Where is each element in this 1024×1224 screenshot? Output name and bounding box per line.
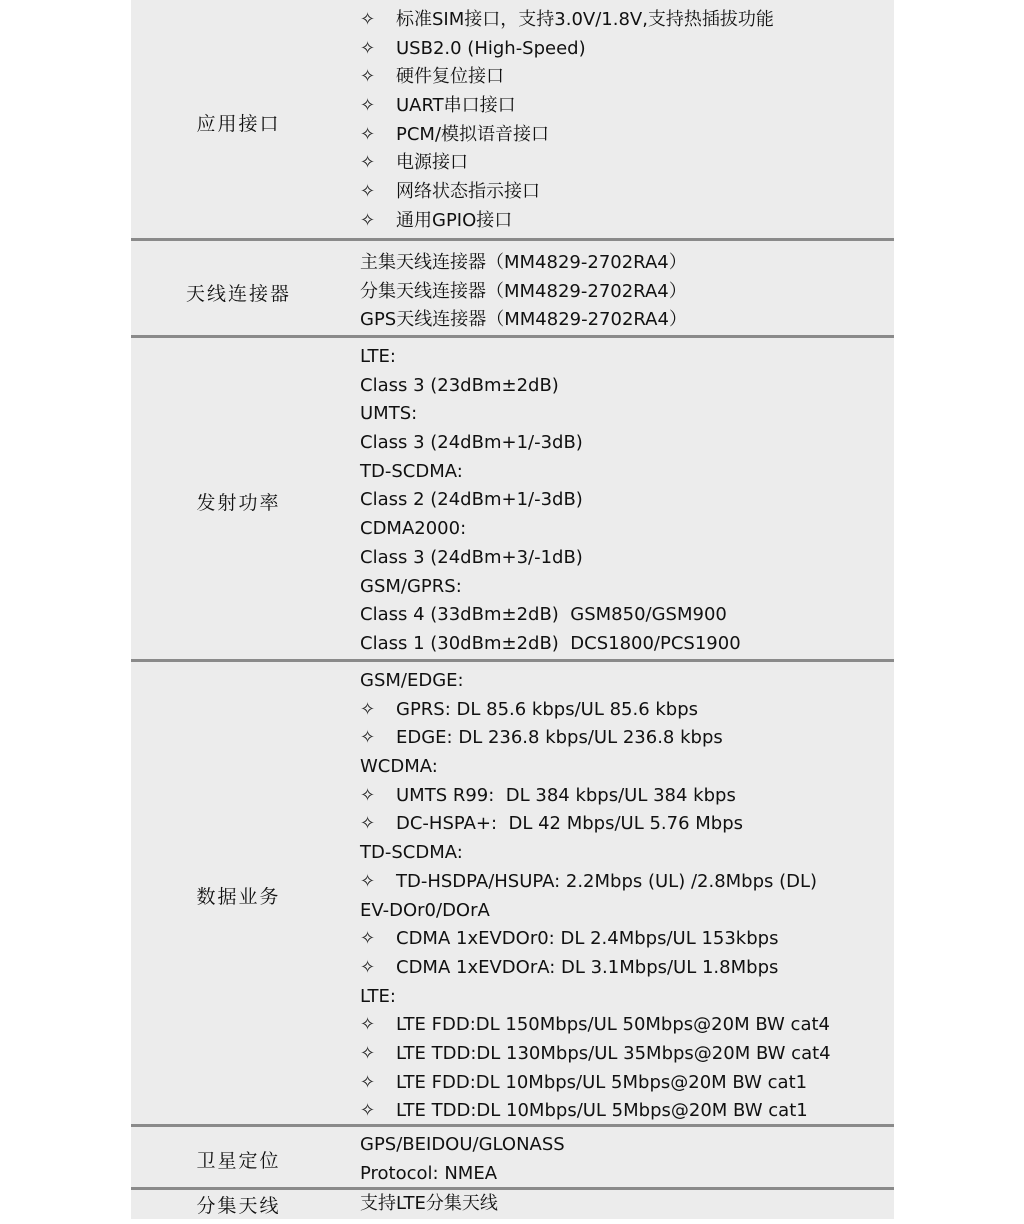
list-item-text: GPS天线连接器（MM4829-2702RA4）: [360, 309, 687, 331]
list-item: [360, 782, 894, 811]
list-item: [360, 486, 894, 515]
list-item-text: CDMA 1xEVDOr0: DL 2.4Mbps/UL 153kbps: [396, 928, 779, 950]
list-item: [360, 278, 894, 307]
spec-row-antenna-connector: [131, 238, 894, 335]
list-item-text: TD-HSDPA/HSUPA: 2.2Mbps (UL) /2.8Mbps (DL): [396, 870, 818, 892]
list-item-text: EDGE: DL 236.8 kbps/UL 236.8 kbps: [396, 727, 723, 749]
list-item-text: TD-SCDMA:: [360, 460, 463, 482]
list-item: [360, 1040, 894, 1069]
diamond-star-icon: ✧: [360, 813, 376, 835]
row-label: 分集天线: [196, 1195, 281, 1217]
list-item: [360, 868, 894, 897]
list-item: [360, 925, 894, 954]
list-item-text: USB2.0 (High-Speed): [396, 37, 586, 59]
diamond-star-icon: ✧: [360, 1071, 376, 1093]
list-item-text: 主集天线连接器（MM4829-2702RA4）: [360, 252, 687, 273]
list-item: [360, 178, 894, 207]
list-item-text: UMTS:: [360, 403, 418, 425]
diamond-star-icon: ✧: [360, 152, 376, 174]
list-item-text: LTE FDD:DL 10Mbps/UL 5Mbps@20M BW cat1: [396, 1071, 808, 1093]
diamond-star-icon: ✧: [360, 181, 376, 203]
list-item-text: Class 2 (24dBm+1/-3dB): [360, 489, 583, 511]
list-item: [360, 372, 894, 401]
row-label: 卫星定位: [196, 1149, 281, 1172]
list-item: [360, 1097, 894, 1126]
list-item-text: 网络状态指示接口: [396, 181, 540, 203]
list-item-text: GPRS: DL 85.6 kbps/UL 85.6 kbps: [396, 698, 699, 720]
spec-row-app-interface: [131, 0, 894, 238]
list-item-text: UART串口接口: [396, 95, 516, 117]
list-item: [360, 753, 894, 782]
list-item: [360, 207, 894, 236]
list-item: [360, 839, 894, 868]
list-item-text: CDMA2000:: [360, 518, 467, 540]
list-item: [360, 1011, 894, 1040]
list-item: [360, 458, 894, 487]
list-item: [360, 149, 894, 178]
list-item: [360, 601, 894, 630]
diamond-star-icon: ✧: [360, 1014, 376, 1036]
list-item-text: GSM/EDGE:: [360, 670, 464, 691]
diamond-star-icon: ✧: [360, 9, 376, 30]
list-item-text: UMTS R99: DL 384 kbps/UL 384 kbps: [396, 784, 736, 806]
list-item-text: Class 3 (23dBm±2dB): [360, 374, 559, 396]
diamond-star-icon: ✧: [360, 1100, 376, 1122]
row-content: [346, 343, 894, 659]
list-item-text: DC-HSPA+: DL 42 Mbps/UL 5.76 Mbps: [396, 813, 744, 835]
list-item-text: Class 3 (24dBm+3/-1dB): [360, 546, 583, 568]
diamond-star-icon: ✧: [360, 209, 376, 231]
diamond-star-icon: ✧: [360, 784, 376, 806]
spec-row-diversity-antenna: [131, 1187, 894, 1219]
list-item: [360, 1131, 894, 1160]
list-item-text: LTE:: [360, 346, 396, 367]
row-label: 发射功率: [196, 491, 281, 514]
row-content: [346, 667, 894, 1124]
list-item: [360, 1069, 894, 1098]
diamond-star-icon: ✧: [360, 37, 376, 59]
diamond-star-icon: ✧: [360, 956, 376, 978]
list-item: [360, 630, 894, 659]
list-item: [360, 400, 894, 429]
list-item: [360, 667, 894, 696]
diamond-star-icon: ✧: [360, 66, 376, 88]
list-item-text: Class 4 (33dBm±2dB) GSM850/GSM900: [360, 604, 727, 626]
diamond-star-icon: ✧: [360, 727, 376, 749]
diamond-star-icon: ✧: [360, 95, 376, 117]
list-item-text: LTE TDD:DL 10Mbps/UL 5Mbps@20M BW cat1: [396, 1100, 808, 1122]
list-item: [360, 249, 894, 278]
list-item: [360, 724, 894, 753]
list-item: [360, 429, 894, 458]
diamond-star-icon: ✧: [360, 123, 376, 145]
list-item: [360, 573, 894, 602]
list-item: [360, 35, 894, 64]
spec-row-satellite-positioning: [131, 1124, 894, 1187]
spec-table: [131, 0, 894, 1219]
row-label: 天线连接器: [185, 282, 291, 305]
list-item: [360, 1190, 894, 1219]
list-item-text: Protocol: NMEA: [360, 1162, 498, 1184]
list-item-text: 分集天线连接器（MM4829-2702RA4）: [360, 280, 687, 302]
list-item: [360, 544, 894, 573]
list-item: [360, 810, 894, 839]
list-item-text: GPS/BEIDOU/GLONASS: [360, 1134, 565, 1155]
list-item-text: 支持LTE分集天线: [360, 1193, 498, 1214]
list-item-text: LTE TDD:DL 130Mbps/UL 35Mbps@20M BW cat4: [396, 1042, 831, 1064]
list-item-text: CDMA 1xEVDOrA: DL 3.1Mbps/UL 1.8Mbps: [396, 956, 779, 978]
diamond-star-icon: ✧: [360, 698, 376, 720]
list-item: [360, 306, 894, 335]
diamond-star-icon: ✧: [360, 870, 376, 892]
list-item: [360, 6, 894, 35]
list-item-text: TD-SCDMA:: [360, 842, 463, 864]
list-item: [360, 1160, 894, 1189]
row-content: [346, 6, 894, 238]
diamond-star-icon: ✧: [360, 1042, 376, 1064]
list-item-text: 硬件复位接口: [396, 66, 504, 88]
list-item-text: GSM/GPRS:: [360, 575, 462, 597]
list-item-text: 通用GPIO接口: [396, 209, 513, 231]
spec-row-data-service: [131, 659, 894, 1124]
list-item-text: LTE:: [360, 985, 396, 1007]
list-item: [360, 696, 894, 725]
row-content: [346, 249, 894, 335]
row-label: 应用接口: [196, 112, 281, 135]
list-item-text: Class 1 (30dBm±2dB) DCS1800/PCS1900: [360, 632, 741, 654]
row-content: [346, 1190, 894, 1219]
list-item-text: PCM/模拟语音接口: [396, 123, 550, 145]
list-item: [360, 121, 894, 150]
list-item-text: Class 3 (24dBm+1/-3dB): [360, 432, 583, 454]
row-label: 数据业务: [196, 886, 281, 908]
list-item: [360, 897, 894, 926]
list-item: [360, 343, 894, 372]
list-item: [360, 515, 894, 544]
list-item-text: WCDMA:: [360, 756, 438, 778]
list-item-text: EV-DOr0/DOrA: [360, 899, 490, 921]
list-item: [360, 63, 894, 92]
list-item-text: LTE FDD:DL 150Mbps/UL 50Mbps@20M BW cat4: [396, 1014, 830, 1036]
spec-row-transmit-power: [131, 335, 894, 659]
list-item: [360, 983, 894, 1012]
list-item: [360, 92, 894, 121]
row-content: [346, 1131, 894, 1187]
list-item: [360, 954, 894, 983]
list-item-text: 标准SIM接口，支持3.0V/1.8V,支持热插拔功能: [396, 9, 774, 30]
list-item-text: 电源接口: [396, 152, 468, 174]
diamond-star-icon: ✧: [360, 928, 376, 950]
